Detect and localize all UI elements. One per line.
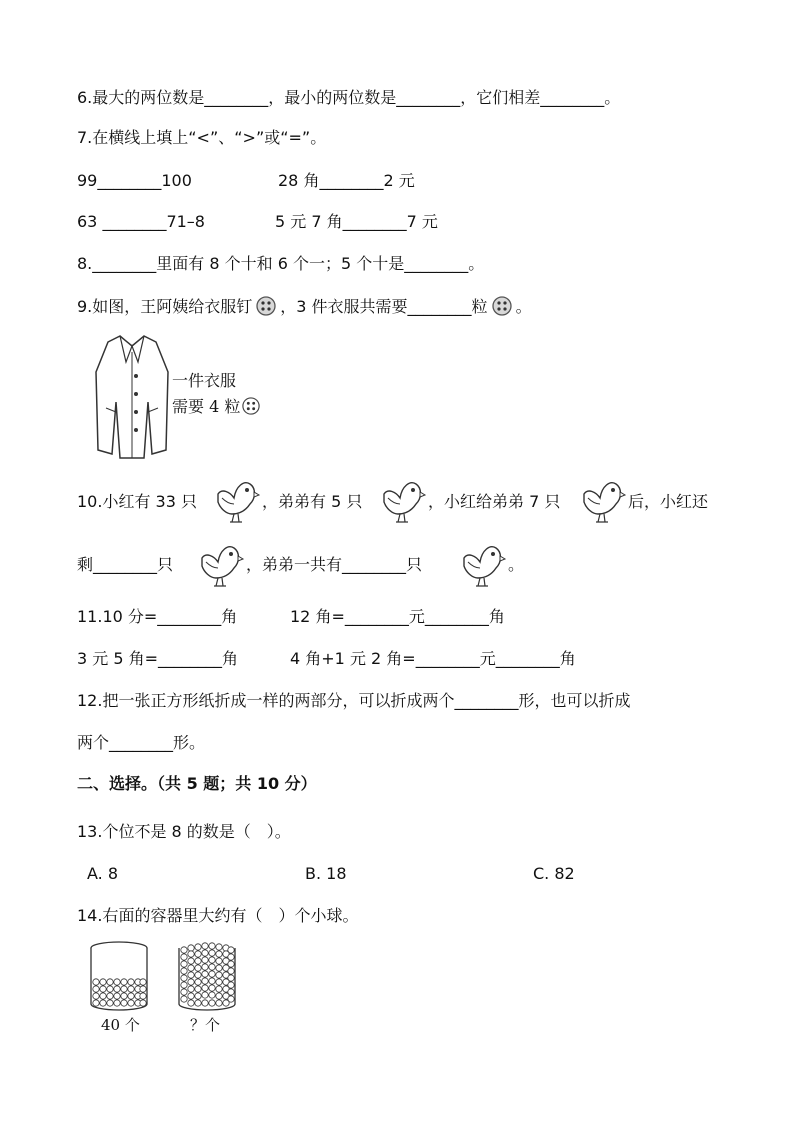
bird-icon (578, 474, 626, 530)
question-9-text-2: ，3 件衣服共需要________粒 (280, 297, 488, 316)
question-10-text-6: ，弟弟一共有________只 (246, 555, 423, 574)
question-10-text-2: ，弟弟有 5 只 (262, 492, 363, 511)
question-10-text-7: 。 (508, 555, 525, 574)
question-8: 8.________里面有 8 个十和 6 个一；5 个十是________。 (77, 254, 485, 273)
container-label-right: ？个 (190, 1016, 221, 1034)
coat-icon (92, 332, 172, 464)
question-7-d: 5 元 7 角________7 元 (275, 212, 438, 231)
question-7: 7.在横线上填上“<”、“>”或“=”。 (77, 128, 327, 147)
question-9-text-3: 。 (515, 297, 532, 316)
button-icon (256, 296, 276, 316)
container-icon (88, 940, 150, 1018)
section-heading: 二、选择。（共 5 题；共 10 分） (77, 774, 317, 793)
question-12-line-2: 两个________形。 (77, 733, 206, 752)
question-12-line-1: 12.把一张正方形纸折成一样的两部分，可以折成两个________形，也可以折成 (77, 691, 631, 710)
button-icon (242, 397, 260, 415)
question-10-text-4: 后，小红还 (628, 492, 709, 511)
question-7-a: 99________100 (77, 171, 192, 190)
question-11-d: 4 角+1 元 2 角=________元________角 (290, 649, 576, 668)
question-10-text-3: ，小红给弟弟 7 只 (428, 492, 561, 511)
question-11-b: 12 角=________元________角 (290, 607, 505, 626)
question-9-text-1: 9.如图，王阿姨给衣服钉 (77, 297, 253, 316)
question-13: 13.个位不是 8 的数是（ ）。 (77, 822, 291, 841)
container-icon (176, 940, 238, 1018)
question-11-c: 3 元 5 角=________角 (77, 649, 239, 668)
figure-caption-1: 一件衣服 (172, 371, 237, 390)
bird-icon (458, 538, 506, 594)
question-10-text-1: 10.小红有 33 只 (77, 492, 197, 511)
question-6: 6.最大的两位数是________，最小的两位数是________，它们相差________。 (77, 88, 621, 107)
container-label-left: 40 个 (101, 1016, 140, 1034)
question-7-c: 63 ________71–8 (77, 212, 205, 231)
bird-icon (196, 538, 244, 594)
option-a: A. 8 (87, 864, 119, 883)
question-9 (77, 296, 532, 317)
option-c: C. 82 (533, 864, 575, 883)
question-11-a: 11.10 分=________角 (77, 607, 238, 626)
button-icon (492, 296, 512, 316)
figure-caption-2: 需要 4 粒 (172, 394, 260, 417)
option-b: B. 18 (305, 864, 347, 883)
bird-icon (378, 474, 426, 530)
question-14: 14.右面的容器里大约有（ ）个小球。 (77, 906, 359, 925)
bird-icon (212, 474, 260, 530)
question-10-text-5: 剩________只 (77, 555, 174, 574)
question-7-b: 28 角________2 元 (278, 171, 415, 190)
